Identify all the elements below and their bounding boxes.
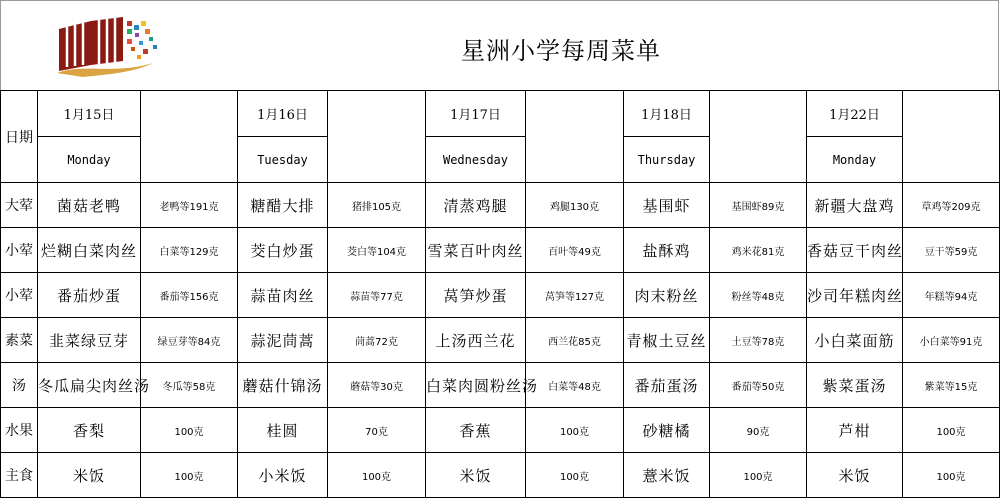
dish-cell: 白菜肉圆粉丝汤 — [426, 363, 526, 408]
dish-cell: 上汤西兰花 — [426, 318, 526, 363]
amount-cell: 茭白等104克 — [328, 228, 426, 273]
date-label: 日期 — [1, 91, 38, 183]
blank-cell — [526, 91, 624, 183]
date-cell: 1月22日 — [807, 91, 903, 137]
weekday-cell: Monday — [38, 137, 141, 183]
dish-cell: 冬瓜扁尖肉丝汤 — [38, 363, 141, 408]
dish-cell: 番茄炒蛋 — [38, 273, 141, 318]
dish-cell: 米饭 — [807, 453, 903, 498]
amount-cell: 茼蒿72克 — [328, 318, 426, 363]
amount-cell: 豆干等59克 — [903, 228, 1000, 273]
page-title: 星洲小学每周菜单 — [461, 37, 661, 65]
table-row — [1, 453, 1000, 498]
amount-cell: 猪排105克 — [328, 183, 426, 228]
amount-cell: 100克 — [903, 453, 1000, 498]
dish-cell: 芦柑 — [807, 408, 903, 453]
amount-cell: 100克 — [141, 408, 238, 453]
category-label: 大荤 — [1, 183, 38, 228]
amount-cell: 小白菜等91克 — [903, 318, 1000, 363]
menu-table — [0, 90, 1000, 498]
weekday-cell: Thursday — [624, 137, 710, 183]
header-row-dates — [1, 91, 1000, 137]
amount-cell: 绿豆芽等84克 — [141, 318, 238, 363]
date-cell: 1月17日 — [426, 91, 526, 137]
dish-cell: 香梨 — [38, 408, 141, 453]
category-label: 小荤 — [1, 228, 38, 273]
dish-cell: 肉末粉丝 — [624, 273, 710, 318]
weekday-cell: Tuesday — [238, 137, 328, 183]
dish-cell: 菌菇老鸭 — [38, 183, 141, 228]
menu-body — [1, 183, 1000, 498]
amount-cell: 鸡米花81克 — [710, 228, 807, 273]
dish-cell: 基围虾 — [624, 183, 710, 228]
amount-cell: 100克 — [903, 408, 1000, 453]
amount-cell: 年糕等94克 — [903, 273, 1000, 318]
table-row — [1, 228, 1000, 273]
amount-cell: 冬瓜等58克 — [141, 363, 238, 408]
table-row — [1, 273, 1000, 318]
amount-cell: 番茄等50克 — [710, 363, 807, 408]
dish-cell: 清蒸鸡腿 — [426, 183, 526, 228]
dish-cell: 蒜苗肉丝 — [238, 273, 328, 318]
dish-cell: 紫菜蛋汤 — [807, 363, 903, 408]
dish-cell: 沙司年糕肉丝 — [807, 273, 903, 318]
amount-cell: 蘑菇等30克 — [328, 363, 426, 408]
category-label: 小荤 — [1, 273, 38, 318]
amount-cell: 鸡腿130克 — [526, 183, 624, 228]
date-cell: 1月15日 — [38, 91, 141, 137]
dish-cell: 新疆大盘鸡 — [807, 183, 903, 228]
dish-cell: 盐酥鸡 — [624, 228, 710, 273]
dish-cell: 莴笋炒蛋 — [426, 273, 526, 318]
blank-cell — [328, 91, 426, 183]
amount-cell: 蒜苗等77克 — [328, 273, 426, 318]
amount-cell: 百叶等49克 — [526, 228, 624, 273]
dish-cell: 烂糊白菜肉丝 — [38, 228, 141, 273]
dish-cell: 蒜泥茼蒿 — [238, 318, 328, 363]
dish-cell: 雪菜百叶肉丝 — [426, 228, 526, 273]
date-cell: 1月16日 — [238, 91, 328, 137]
blank-cell — [903, 91, 1000, 183]
dish-cell: 薏米饭 — [624, 453, 710, 498]
amount-cell: 紫菜等15克 — [903, 363, 1000, 408]
blank-cell — [141, 91, 238, 183]
amount-cell: 90克 — [710, 408, 807, 453]
amount-cell: 70克 — [328, 408, 426, 453]
category-label: 素菜 — [1, 318, 38, 363]
amount-cell: 老鸭等191克 — [141, 183, 238, 228]
dish-cell: 韭菜绿豆芽 — [38, 318, 141, 363]
dish-cell: 桂圆 — [238, 408, 328, 453]
dish-cell: 米饭 — [426, 453, 526, 498]
weekday-cell: Monday — [807, 137, 903, 183]
amount-cell: 土豆等78克 — [710, 318, 807, 363]
header — [0, 0, 999, 90]
category-label: 汤 — [1, 363, 38, 408]
amount-cell: 西兰花85克 — [526, 318, 624, 363]
dish-cell: 蘑菇什锦汤 — [238, 363, 328, 408]
school-logo — [53, 15, 163, 77]
amount-cell: 100克 — [141, 453, 238, 498]
dish-cell: 米饭 — [38, 453, 141, 498]
dish-cell: 香菇豆干肉丝 — [807, 228, 903, 273]
category-label: 主食 — [1, 453, 38, 498]
amount-cell: 100克 — [328, 453, 426, 498]
dish-cell: 番茄蛋汤 — [624, 363, 710, 408]
blank-cell — [710, 91, 807, 183]
amount-cell: 白菜等48克 — [526, 363, 624, 408]
dish-cell: 青椒土豆丝 — [624, 318, 710, 363]
table-row — [1, 363, 1000, 408]
table-row — [1, 408, 1000, 453]
table-row — [1, 318, 1000, 363]
dish-cell: 砂糖橘 — [624, 408, 710, 453]
amount-cell: 番茄等156克 — [141, 273, 238, 318]
amount-cell: 基围虾89克 — [710, 183, 807, 228]
dish-cell: 小白菜面筋 — [807, 318, 903, 363]
table-row — [1, 183, 1000, 228]
amount-cell: 莴笋等127克 — [526, 273, 624, 318]
amount-cell: 草鸡等209克 — [903, 183, 1000, 228]
dish-cell: 糖醋大排 — [238, 183, 328, 228]
amount-cell: 白菜等129克 — [141, 228, 238, 273]
weekday-cell: Wednesday — [426, 137, 526, 183]
amount-cell: 100克 — [710, 453, 807, 498]
dish-cell: 茭白炒蛋 — [238, 228, 328, 273]
amount-cell: 粉丝等48克 — [710, 273, 807, 318]
amount-cell: 100克 — [526, 408, 624, 453]
category-label: 水果 — [1, 408, 38, 453]
dish-cell: 香蕉 — [426, 408, 526, 453]
date-cell: 1月18日 — [624, 91, 710, 137]
amount-cell: 100克 — [526, 453, 624, 498]
dish-cell: 小米饭 — [238, 453, 328, 498]
